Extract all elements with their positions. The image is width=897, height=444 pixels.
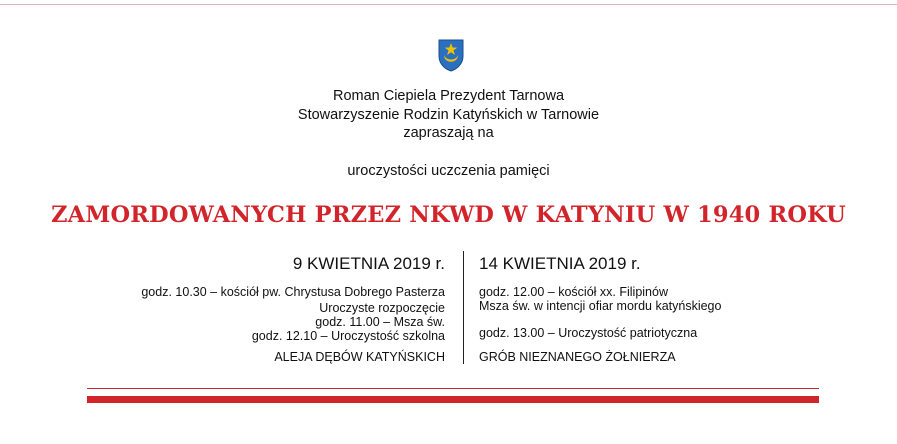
right-date: 14 KWIETNIA 2019 r. — [479, 254, 641, 273]
right-schedule-line: Msza św. w intencji ofiar mordu katyńskiego — [479, 299, 722, 313]
page-title: ZAMORDOWANYCH PRZEZ NKWD W KATYNIU W 1940 ROKU — [51, 202, 846, 228]
right-schedule-line: godz. 12.00 – kościół xx. Filipinów — [479, 285, 668, 299]
invitation-text: zapraszają na — [403, 125, 494, 141]
tarnow-coat-of-arms-icon — [438, 38, 464, 72]
left-place: ALEJA DĘBÓW KATYŃSKICH — [274, 350, 445, 364]
left-date: 9 KWIETNIA 2019 r. — [292, 254, 445, 273]
top-divider — [0, 4, 897, 5]
right-place: GRÓB NIEZNANEGO ŻOŁNIERZA — [479, 350, 676, 364]
left-schedule-line: Uroczyste rozpoczęcie — [319, 301, 445, 315]
organizer-president: Roman Ciepiela Prezydent Tarnowa — [332, 88, 565, 104]
bottom-divider-thick — [87, 396, 819, 403]
subtitle: uroczystości uczczenia pamięci — [347, 163, 550, 179]
left-schedule-line: godz. 12.10 – Uroczystość szkolna — [251, 329, 445, 343]
organizer-association: Stowarzyszenie Rodzin Katyńskich w Tarnowie — [297, 107, 600, 123]
right-schedule-line: godz. 13.00 – Uroczystość patriotyczna — [479, 326, 698, 340]
bottom-divider-thin — [87, 388, 819, 389]
column-divider — [463, 251, 464, 364]
left-schedule-line: godz. 11.00 – Msza św. — [315, 315, 445, 329]
left-schedule-line: godz. 10.30 – kościół pw. Chrystusa Dobrego Pasterza — [141, 285, 445, 299]
